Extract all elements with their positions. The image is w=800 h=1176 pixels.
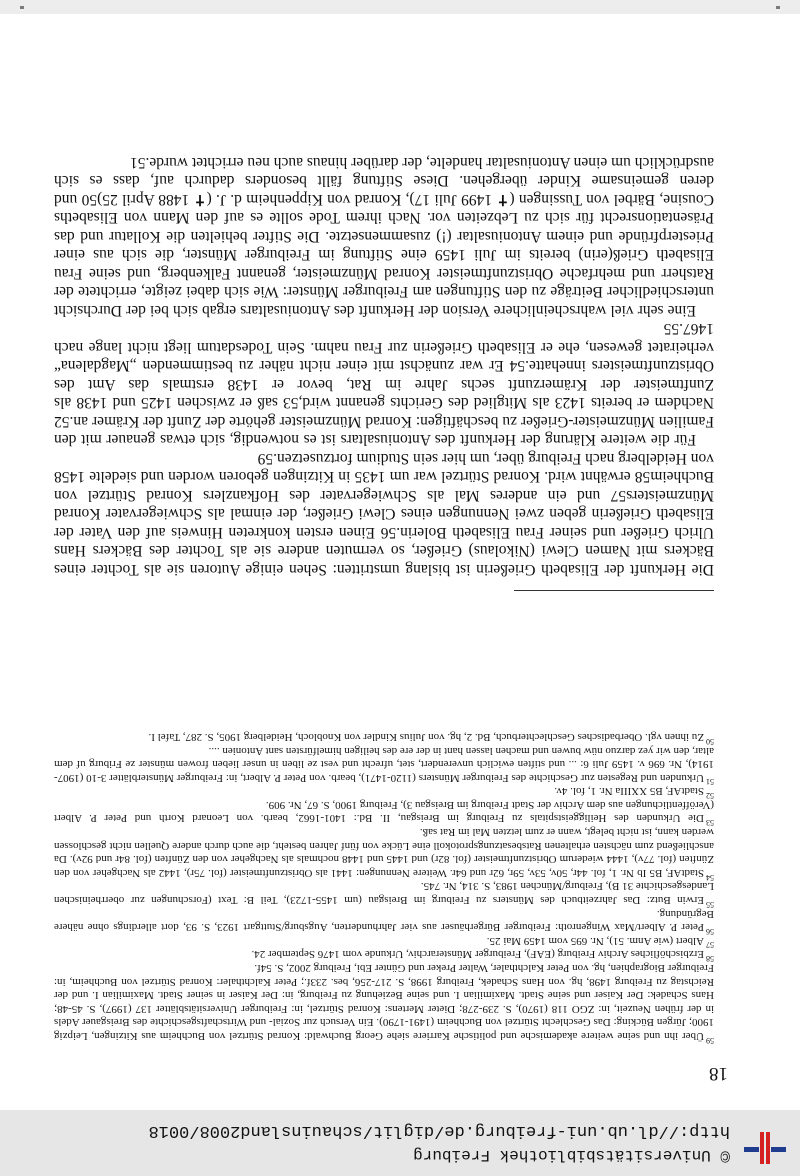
footnote-number: 51	[706, 777, 714, 787]
footnote-number: 50	[706, 736, 714, 746]
footnote	[54, 729, 714, 746]
footnote-text: Zu ihnen vgl. Oberbadisches Geschlechterbuch, Bd. 2, hg. von Julius Kindler von Knobloch, Heidelberg 1905, S. 287, Tafel I.	[148, 730, 704, 743]
body-paragraph: Eine sehr viel wahrscheinlichere Version der Herkunft des Antoniusaltars ergab sich bei der Durchsicht unterschiedlicher Beiträge zu den Stiftungen am Freiburger Münster: Wie sich dabei zeigte, errichtete der Ratsherr und mehrfache Obristzunftmeister Konrad Münzmeister, genannt Falkenberg, und seine Frau Elisabeth Grieß(erin) bereits im Juli 1459 eine Stiftung im Freiburger Münster, die sich aus einer Priesterpfründe und einem Antoniusaltar (!) zusammensetzte. Die Stifter behielten die Kollatur und das Präsentationsrecht für sich zu Lebzeiten vor. Nach ihrem Tode sollte es auf den Mann von Elisabeths Cousine, Bärbel von Tussingen (✝ 1499 Juli 17), Konrad von Kippenheim d. J. (✝ 1488 April 25)50 und deren gemeinsame Kinder übergehen. Diese Stiftung fällt besonders dadurch auf, dass es sich ausdrücklich um einen Antoniusaltar handelte, der darüber hinaus auch neu errichtet wurde.51	[54, 154, 714, 319]
footnote-text: Albert (wie Anm. 51), Nr. 695 vom 1459 Mai 25.	[486, 934, 704, 947]
institution-name: © Universitätsbibliothek Freiburg	[413, 1146, 730, 1164]
footnote-number: 57	[706, 940, 714, 950]
footnote-text: Über ihn und seine weitere akademische und politische Karriere siehe Georg Buchwald: Konrad Stürtzel von Buchheim aus Kitzingen, Leipzig 1900; Jürgen Bücking: Das Geschlecht Stürtzel von Buchheim (1491-1790). Ein Versuch zur Sozial- und Wirtschaftsgeschichte des Breisgauer Adels in der frühen Neuzeit, in: ZGO 118 (1970), S. 239-278; Dieter Mertens: Konrad Stürtzel, in: Freiburger Universitätsblätter 137 (1997), S. 45-48; Hans Schadek: Der Kaiser und seine Stadt. Maximilian I. und seine Beziehung zu Freiburg, in: Der Kaiser in seiner Stadt. Maximilian I. und der Reichstag zu Freiburg 1498, hg. von Hans Schadek, Freiburg 1998, S. 217-256, bes. 233f.; Peter Kalchthaler: Konrad Stürtzel von Buchheim, in: Freiburger Biographien, hg. von Peter Kalchthaler, Walter Preker und Günter Ebi, Freiburg 2002, S. 54f.	[54, 962, 714, 1042]
page-number: 18	[709, 1063, 728, 1084]
footer-tick	[776, 6, 780, 9]
footnotes	[54, 729, 714, 1045]
university-logo-icon	[744, 1132, 786, 1164]
document-url[interactable]: http://dl.ub.uni-freiburg.de/diglit/schauinsland2008/0018	[148, 1121, 730, 1140]
footnote	[54, 743, 714, 787]
footer-tick	[20, 6, 24, 9]
footnote-separator	[514, 590, 714, 591]
footnote	[54, 906, 714, 936]
footnote-number: 56	[706, 926, 714, 936]
footnote	[54, 797, 714, 828]
footnote-text: Erwin Butz: Das Jahrzeitbuch des Münsters zu Freiburg im Breisgau (um 1455-1723), Teil B: Text (Forschungen zur oberrheinischen Landesgeschichte 31 B), Freiburg/München 1983, S. 314, Nr. 745.	[54, 880, 714, 907]
viewer-header	[0, 1110, 800, 1176]
footnote-number: 58	[706, 954, 714, 964]
footnote	[54, 825, 714, 882]
footnote	[54, 947, 714, 964]
footnote-number: 53	[706, 818, 714, 828]
footnote	[54, 879, 714, 909]
footnote-text: StadtAF, B5 Ib Nr. 1, fol. 44r, 50v, 53v, 59r, 62r und 64r. Weitere Nennungen: 1441 als Obristzunftmeister (fol. 75r), 1442 als Nachgeher von den Zünften (fol. 77v), 1444 wiederum Obristzunftmeister (fol. 82r) und 1445 und 1448 nochmals als Nachgeher von den Zünften (fol. 84r und 92v). Da anschließend zum nächsten erhaltenen Ratsbesatzungsprotokoll eine Lücke von fünf Jahren besteht, die auch durch andere Quellen nicht geschlossen werden kann, ist nicht belegt, wann er zum letzten Mal im Rat saß.	[54, 826, 714, 879]
body-paragraph: Für die weitere Klärung der Herkunft des Antoniusaltars ist es notwendig, sich etwas genauer mit den Familien Münzmeister-Grießer zu beschäftigen: Konrad Münzmeister gehörte der Zunft der Krämer an.52 Nachdem er bereits 1423 als Mitglied des Gerichts genannt wird,53 saß er zwischen 1425 und 1438 als Zunftmeister der Krämerzunft sechs Jahre im Rat, bevor er 1438 erstmals das Amt des Obristzunftmeisters innehatte.54 Er war zunächst mit einer nicht näher zu bestimmenden „Magdalena“ verheiratet gewesen, ehe er Elisabeth Grießerin zur Frau nahm. Sein Todesdatum liegt nicht lange nach 1467.55	[54, 320, 714, 449]
body-text	[54, 153, 714, 579]
footnote-text: StadtAF, B5 XXIIIa Nr. 1, fol. 4v.	[554, 785, 704, 798]
footnote	[54, 933, 714, 950]
footnote	[54, 784, 714, 798]
footnote-text: Erzbischöfliches Archiv Freiburg (EAF), Freiburger Münsterarchiv, Urkunde vom 1476 September 24.	[251, 948, 704, 961]
body-paragraph: Die Herkunft der Elisabeth Grießerin ist bislang umstritten: Sehen einige Autoren sie als Tochter eines Bäckers mit Namen Clewi (Nikolaus) Grießer, so vermuten andere sie als Tochter des Bäckers Hans Ulrich Grießer und seiner Frau Elisabeth Bolerin.56 Einen ersten konkreten Hinweis auf den Vater der Elisabeth Grießerin geben zwei Nennungen eines Clewi Grießer, der einmal als Schwiegervater Konrad Münzmeisters57 und ein anderes Mal als Schwiegervater des Hofkanzlers Konrad Stürtzel von Buchheim58 erwähnt wird. Konrad Stürtzel war um 1435 in Kitzingen geboren worden und siedelte 1458 von Heidelberg nach Freiburg über, um hier sein Studium fortzusetzen.59	[54, 450, 714, 578]
footnote-text: Urkunden und Regesten zur Geschichte des Freiburger Münsters (1120-1471), bearb. von Peter P. Albert, in: Freiburger Münsterblätter 3-10 (1907-1914), Nr. 696 v. 1459 Juli 6: ... und stiften ewiclich unverendert, stet, ufrecht und vest ze liben in unser lieben frowen münster ze Friburg uf dem altar, den wir yez darzuo nüw buwen und machen lassen hant in der ere des heiligen himelfürsten sant Antonien ....	[54, 744, 714, 784]
footnote-number: 55	[706, 899, 714, 909]
footnote-number: 59	[706, 1035, 714, 1045]
viewer-footer	[0, 0, 800, 14]
footnote-text: Peter P. Albert/Max Wingenroth: Freiburger Bürgerhäuser aus vier Jahrhunderten, Augsburg/Stuttgart 1923, S. 93, dort allerdings ohne nähere Begründung.	[54, 907, 714, 934]
footnote-number: 52	[706, 790, 714, 800]
footnote-text: Die Urkunden des Heiliggeistspitals zu Freiburg im Breisgau, II. Bd.: 1401-1662, bearb. von Leonard Korth und Peter P. Albert (Veröffentlichungen aus dem Archiv der Stadt Freiburg im Breisgau 3), Freiburg 1900, S. 67, Nr. 909.	[54, 798, 714, 825]
footnote	[54, 960, 714, 1045]
footnote-number: 54	[706, 872, 714, 882]
